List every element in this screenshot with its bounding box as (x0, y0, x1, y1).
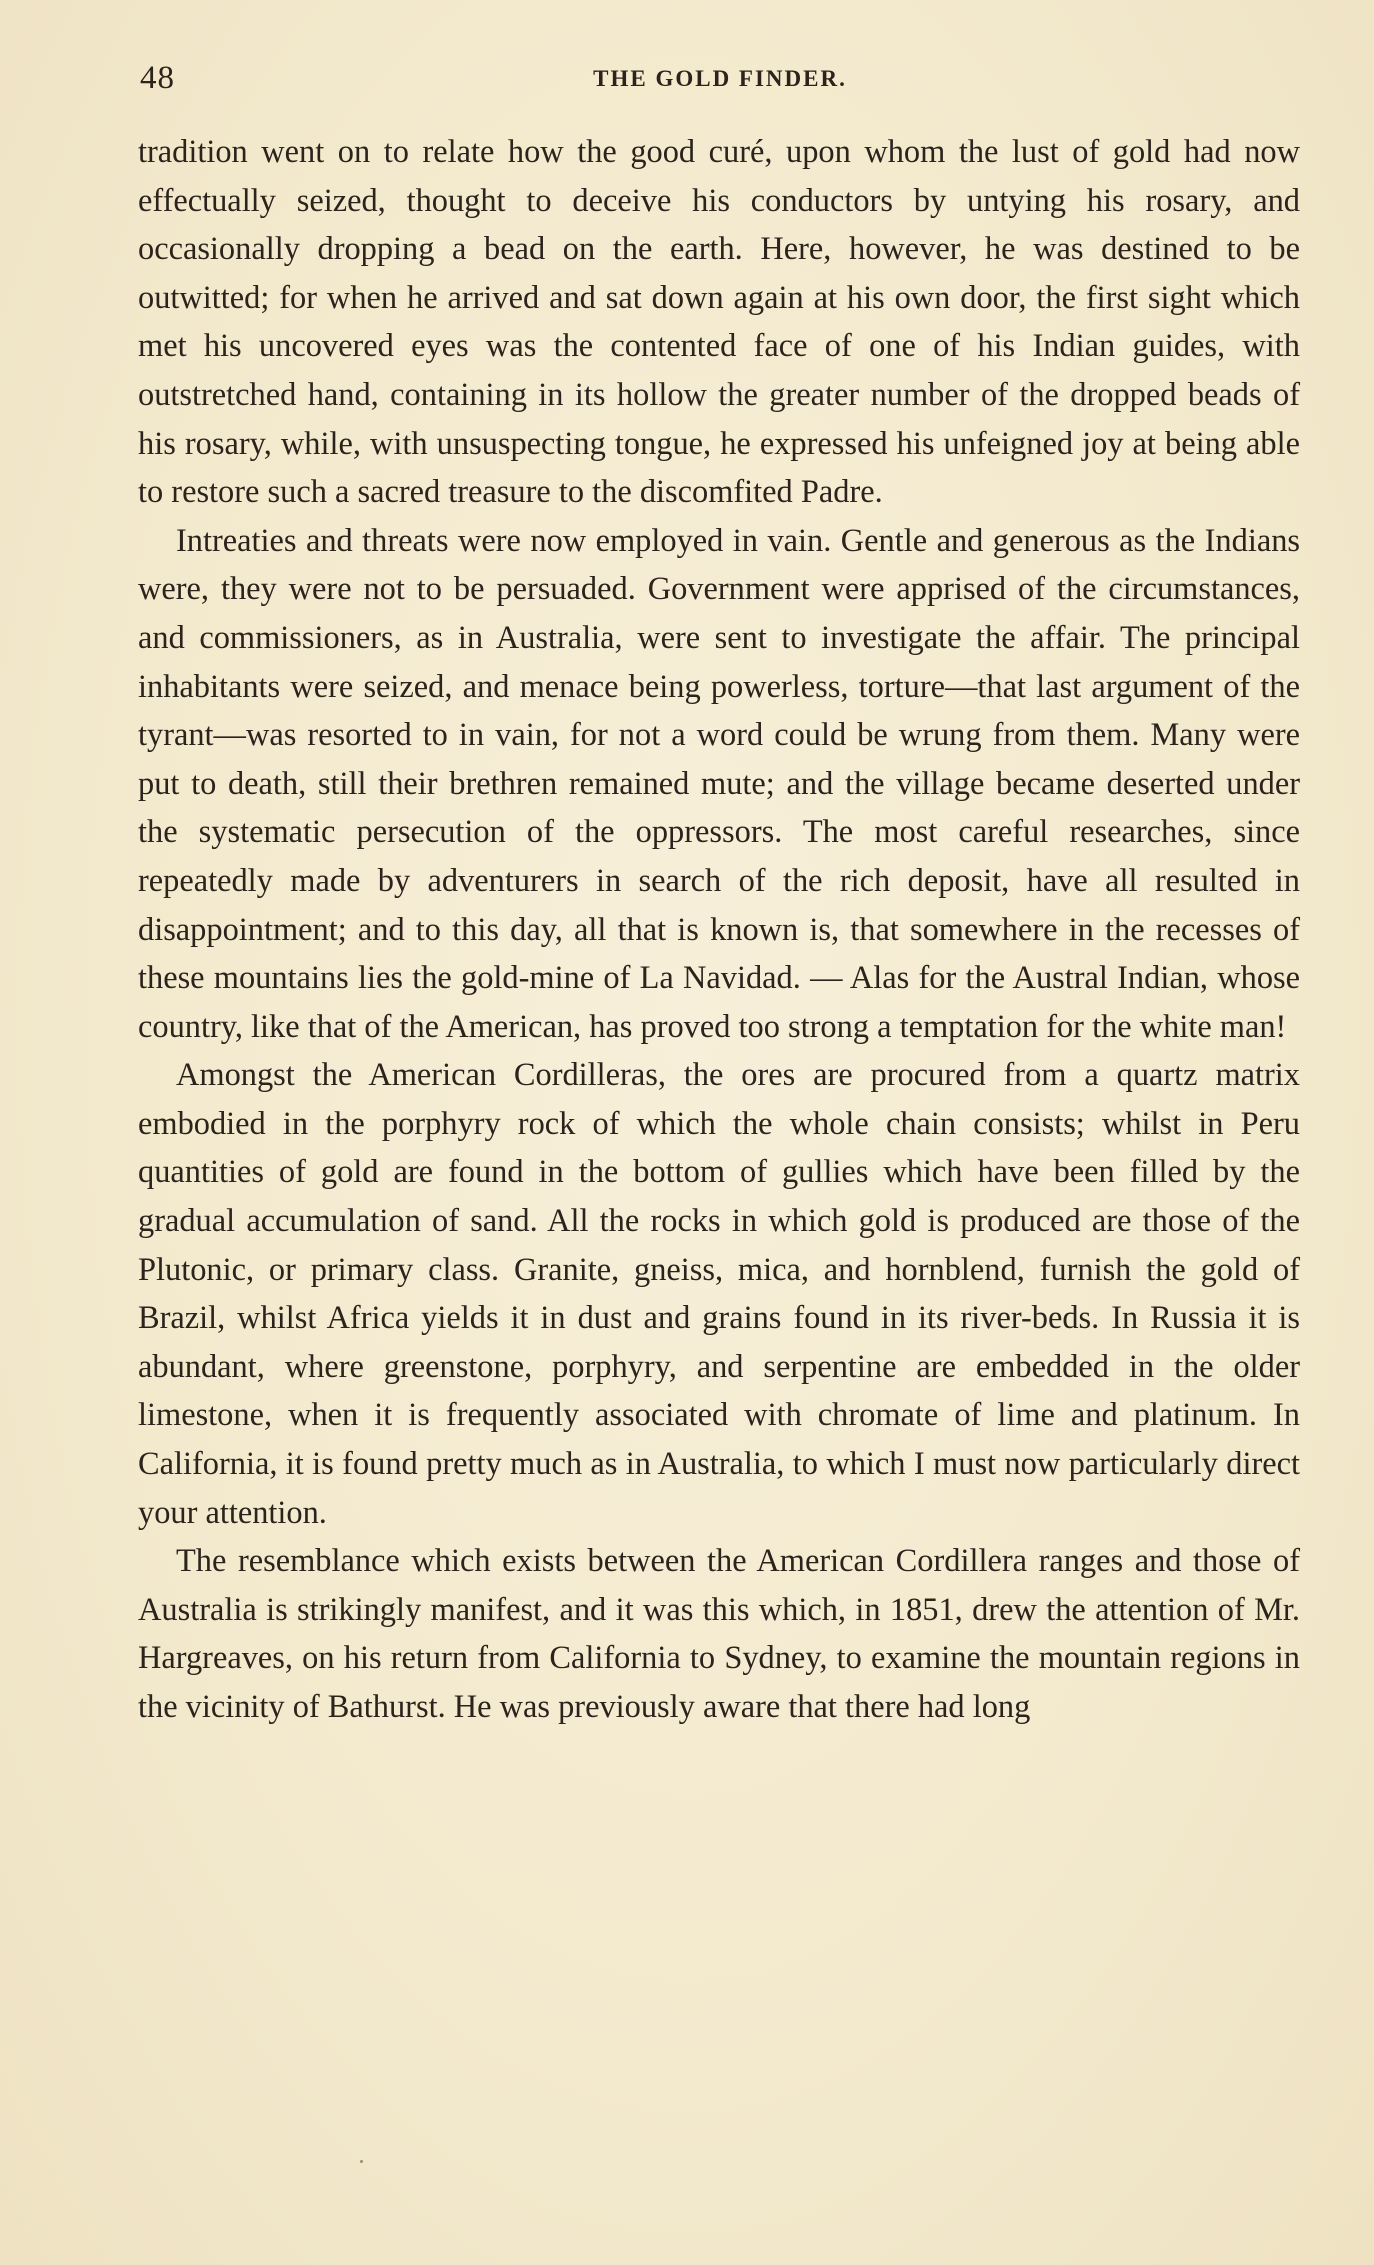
body-text (138, 128, 1300, 1732)
paragraph-1: tradition went on to relate how the good curé, upon whom the lust of gold had now effectually seized, thought to deceive his conductors by untying his rosary, and occasionally dropping a bead on the earth. Here, however, he was destined to be outwitted; for when he arrived and sat down again at his own door, the first sight which met his uncovered eyes was the contented face of one of his Indian guides, with outstretched hand, containing in its hollow the greater number of the dropped beads of his rosary, while, with unsuspecting tongue, he expressed his unfeigned joy at being able to restore such a sacred treasure to the discomfited Padre. (138, 134, 1300, 511)
page-number: 48 (140, 60, 175, 96)
ink-speck (360, 2160, 363, 2163)
paragraph-2: Intreaties and threats were now employed in vain. Gentle and generous as the Indians were, they were not to be persuaded. Government were apprised of the circumstances, and commissioners, as in Australia, were sent to investigate the affair. The principal inhabitants were seized, and menace being powerless, torture—that last argument of the tyrant—was resorted to in vain, for not a word could be wrung from them. Many were put to death, still their brethren remained mute; and the village became deserted under the systematic persecution of the oppressors. The most careful researches, since repeatedly made by adventurers in search of the rich deposit, have all resulted in disappointment; and to this day, all that is known is, that somewhere in the recesses of these mountains lies the gold-mine of La Navidad. — Alas for the Austral Indian, whose country, like that of the American, has proved too strong a temptation for the white man! (138, 522, 1300, 1045)
paragraph-3: Amongst the American Cordilleras, the ores are procured from a quartz matrix embodied in the porphyry rock of which the whole chain consists; whilst in Peru quantities of gold are found in the bottom of gullies which have been filled by the gradual accumulation of sand. All the rocks in which gold is produced are those of the Plutonic, or primary class. Granite, gneiss, mica, and hornblend, furnish the gold of Brazil, whilst Africa yields it in dust and grains found in its river-beds. In Russia it is abundant, where greenstone, porphyry, and serpentine are embedded in the older limestone, when it is frequently associated with chromate of lime and platinum. In California, it is found pretty much as in Australia, to which I must now particularly direct your attention. (138, 1057, 1300, 1531)
running-head (140, 60, 1300, 104)
paragraph-4: The resemblance which exists between the American Cordillera ranges and those of Australia is strikingly manifest, and it was this which, in 1851, drew the attention of Mr. Hargreaves, on his return from California to Sydney, to examine the mountain regions in the vicinity of Bathurst. He was previously aware that there had long (138, 1543, 1300, 1725)
running-title: THE GOLD FINDER. (593, 66, 847, 91)
